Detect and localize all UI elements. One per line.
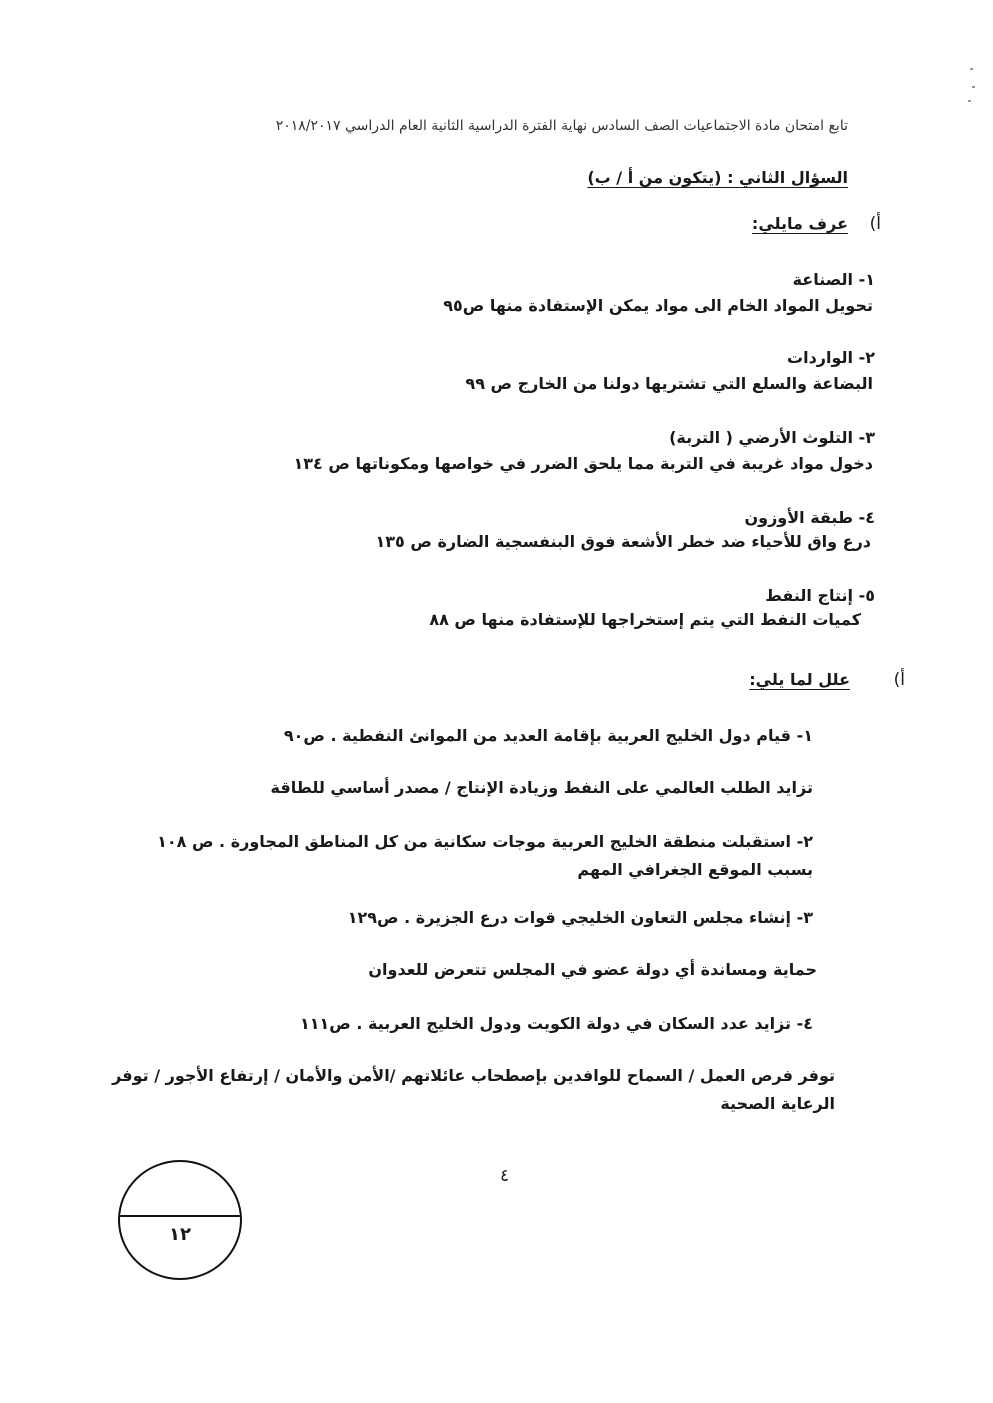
reason-answer: توفر فرص العمل / السماح للوافدين بإصطحاب عائلاتهم /الأمن والأمان / إرتفاع الأجور / توفر bbox=[112, 1066, 835, 1085]
reason-answer: حماية ومساندة أي دولة عضو في المجلس تتعرض للعدوان bbox=[368, 960, 817, 979]
definition-text: دخول مواد غريبة في التربة مما يلحق الضرر في خواصها ومكوناتها ص ١٣٤ bbox=[293, 454, 873, 473]
scan-speck bbox=[968, 100, 971, 102]
reason-answer: الرعاية الصحية bbox=[720, 1094, 835, 1113]
reason-question: ١- قيام دول الخليج العربية بإقامة العديد من الموانئ النفطية . ص٩٠ bbox=[283, 726, 813, 745]
definition-text: تحويل المواد الخام الى مواد يمكن الإستفادة منها ص٩٥ bbox=[443, 296, 873, 315]
definition-text: البضاعة والسلع التي تشتريها دولنا من الخارج ص ٩٩ bbox=[465, 374, 873, 393]
definition-term: ٣- التلوث الأرضي ( التربة) bbox=[669, 428, 875, 447]
definition-term: ١- الصناعة bbox=[792, 270, 875, 289]
reason-question: ٣- إنشاء مجلس التعاون الخليجي قوات درع الجزيرة . ص١٢٩ bbox=[347, 908, 813, 927]
exam-header: تابع امتحان مادة الاجتماعيات الصف السادس نهاية الفترة الدراسية الثانية العام الدراسي ٢٠١٨/٢٠١٧ bbox=[275, 118, 848, 134]
reason-question: ٢- استقبلت منطقة الخليج العربية موجات سكانية من كل المناطق المجاورة . ص ١٠٨ bbox=[157, 832, 813, 851]
page-number: ٤ bbox=[500, 1166, 510, 1186]
reason-question: ٤- تزايد عدد السكان في دولة الكويت ودول الخليج العربية . ص١١١ bbox=[299, 1014, 813, 1033]
definition-term: ٥- إنتاج النفط bbox=[765, 586, 875, 605]
question-title: السؤال الثاني : (يتكون من أ / ب) bbox=[587, 168, 848, 187]
reason-answer: بسبب الموقع الجغرافي المهم bbox=[577, 860, 813, 879]
part-b-letter: أ) bbox=[893, 670, 905, 690]
definition-term: ٢- الواردات bbox=[787, 348, 875, 367]
part-b-heading: علل لما يلي: bbox=[749, 670, 850, 689]
score-circle bbox=[118, 1160, 242, 1280]
part-a-letter: أ) bbox=[869, 214, 881, 234]
score-divider bbox=[120, 1215, 240, 1217]
definition-term: ٤- طبقة الأوزون bbox=[744, 508, 875, 527]
definition-text: كميات النفط التي يتم إستخراجها للإستفادة منها ص ٨٨ bbox=[429, 610, 861, 629]
reason-answer: تزايد الطلب العالمي على النفط وزيادة الإنتاج / مصدر أساسي للطاقة bbox=[270, 778, 813, 797]
part-a-heading: عرف مايلي: bbox=[751, 214, 848, 233]
score-value: ١٢ bbox=[169, 1224, 191, 1245]
definition-text: درع واق للأحياء ضد خطر الأشعة فوق البنفسجية الضارة ص ١٣٥ bbox=[375, 532, 871, 551]
scan-speck bbox=[970, 68, 973, 70]
scan-speck bbox=[972, 86, 975, 88]
